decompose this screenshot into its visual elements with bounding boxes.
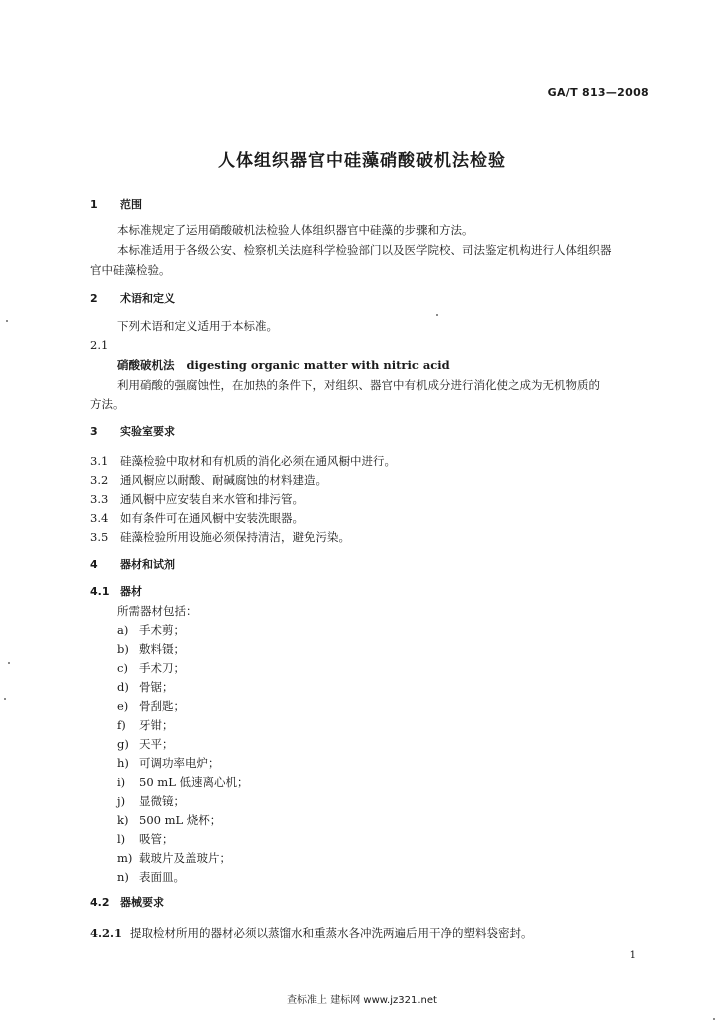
list-item [117, 622, 185, 638]
section-1-heading [90, 197, 142, 213]
clause-number: 3.4 [90, 511, 109, 525]
list-item-letter: l) [117, 832, 126, 846]
list-item-letter: n) [117, 870, 129, 884]
paragraph: 本标准适用于各级公安、检察机关法庭科学检验部门以及医学院校、司法鉴定机构进行人体组织器 [117, 243, 612, 257]
list-item-text: 骨锯； [139, 680, 174, 694]
clause-number: 3.1 [90, 454, 109, 468]
clause-text: 提取检材所用的器材必须以蒸馏水和重蒸水各冲洗两遍后用干净的塑料袋密封。 [130, 926, 533, 940]
clause-number: 3.2 [90, 473, 109, 487]
clause-number: 4.2.1 [90, 926, 123, 940]
section-4-heading [90, 557, 175, 573]
term-english: digesting organic matter with nitric acid [186, 358, 450, 372]
page-number: 1 [629, 950, 636, 961]
section-number: 3 [90, 425, 98, 438]
list-item-letter: m) [117, 851, 133, 865]
list-item [117, 660, 185, 676]
section-number: 2 [90, 292, 98, 305]
list-item-letter: f) [117, 718, 126, 732]
clause [90, 510, 304, 526]
clause-text: 通风橱中应安装自来水管和排污管。 [120, 492, 304, 506]
list-item-text: 手术刀； [139, 661, 185, 675]
scan-speck [8, 662, 10, 664]
section-number: 4 [90, 558, 98, 571]
list-item [117, 869, 185, 885]
subsection-title: 器械要求 [120, 896, 164, 909]
list-item [117, 755, 220, 771]
section-3-heading [90, 424, 175, 440]
section-number: 1 [90, 198, 98, 211]
list-item-letter: k) [117, 813, 129, 827]
clause [90, 453, 396, 469]
scan-speck [4, 698, 6, 700]
standard-code: GA/T 813—2008 [547, 86, 649, 99]
scan-speck [436, 314, 438, 316]
list-item [117, 736, 174, 752]
list-item-letter: i) [117, 775, 126, 789]
scan-speck [6, 320, 8, 322]
list-item [117, 831, 174, 847]
section-title: 术语和定义 [120, 292, 175, 305]
paragraph-continuation: 官中硅藻检验。 [90, 263, 171, 277]
section-2-heading [90, 291, 175, 307]
list-item-letter: g) [117, 737, 129, 751]
list-item-text: 敷料镊； [139, 642, 185, 656]
paragraph: 本标准规定了运用硝酸破机法检验人体组织器官中硅藻的步骤和方法。 [117, 223, 474, 237]
subsection-number: 4.1 [90, 585, 110, 598]
list-item-letter: b) [117, 642, 129, 656]
list-item-letter: c) [117, 661, 128, 675]
list-item [117, 698, 185, 714]
list-item [117, 717, 174, 733]
clause [90, 491, 304, 507]
section-title: 器材和试剂 [120, 558, 175, 571]
list-intro: 所需器材包括： [117, 604, 198, 618]
list-item-text: 牙钳； [139, 718, 174, 732]
section-title: 实验室要求 [120, 425, 175, 438]
list-item-text: 吸管； [139, 832, 174, 846]
document-title: 人体组织器官中硅藻硝酸破机法检验 [218, 151, 506, 171]
list-item-text: 表面皿。 [139, 870, 185, 884]
paragraph: 下列术语和定义适用于本标准。 [117, 319, 278, 333]
clause [90, 925, 533, 941]
list-item-letter: a) [117, 623, 129, 637]
list-item-text: 手术剪； [139, 623, 185, 637]
list-item-text: 天平； [139, 737, 174, 751]
clause-number: 3.5 [90, 530, 109, 544]
list-item-text: 骨刮匙； [139, 699, 185, 713]
clause-text: 硅藻检验中取材和有机质的消化必须在通风橱中进行。 [120, 454, 396, 468]
subsection-number: 4.2 [90, 896, 110, 909]
section-title: 范围 [120, 198, 142, 211]
clause-text: 硅藻检验所用设施必须保持清洁，避免污染。 [120, 530, 350, 544]
list-item-letter: d) [117, 680, 129, 694]
list-item-letter: h) [117, 756, 129, 770]
list-item-letter: e) [117, 699, 129, 713]
footer-watermark: 查标准上 建标网 www.jz321.net [287, 995, 437, 1006]
list-item-text: 可调功率电炉； [139, 756, 220, 770]
clause-text: 如有条件可在通风橱中安装洗眼器。 [120, 511, 304, 525]
clause [90, 472, 327, 488]
definition: 利用硝酸的强腐蚀性，在加热的条件下，对组织、器官中有机成分进行消化使之成为无机物质的 [117, 378, 600, 392]
subsection-4-1-heading [90, 584, 142, 600]
list-item-text: 500 mL 烧杯； [139, 813, 222, 827]
list-item-text: 显微镜； [139, 794, 185, 808]
subsection-number: 2.1 [90, 338, 109, 352]
list-item-text: 载玻片及盖玻片； [139, 851, 231, 865]
list-item [117, 641, 185, 657]
list-item [117, 793, 185, 809]
term-definition-heading [117, 357, 450, 373]
subsection-title: 器材 [120, 585, 142, 598]
scan-speck [713, 1018, 715, 1020]
list-item [117, 812, 221, 828]
list-item [117, 679, 174, 695]
subsection-4-2-heading [90, 895, 164, 911]
list-item-text: 50 mL 低速离心机； [139, 775, 249, 789]
clause-number: 3.3 [90, 492, 109, 506]
list-item [117, 850, 231, 866]
clause-text: 通风橱应以耐酸、耐碱腐蚀的材料建造。 [120, 473, 327, 487]
definition-continuation: 方法。 [90, 397, 125, 411]
list-item-letter: j) [117, 794, 126, 808]
clause [90, 529, 350, 545]
term-chinese: 硝酸破机法 [117, 358, 175, 372]
list-item [117, 774, 249, 790]
